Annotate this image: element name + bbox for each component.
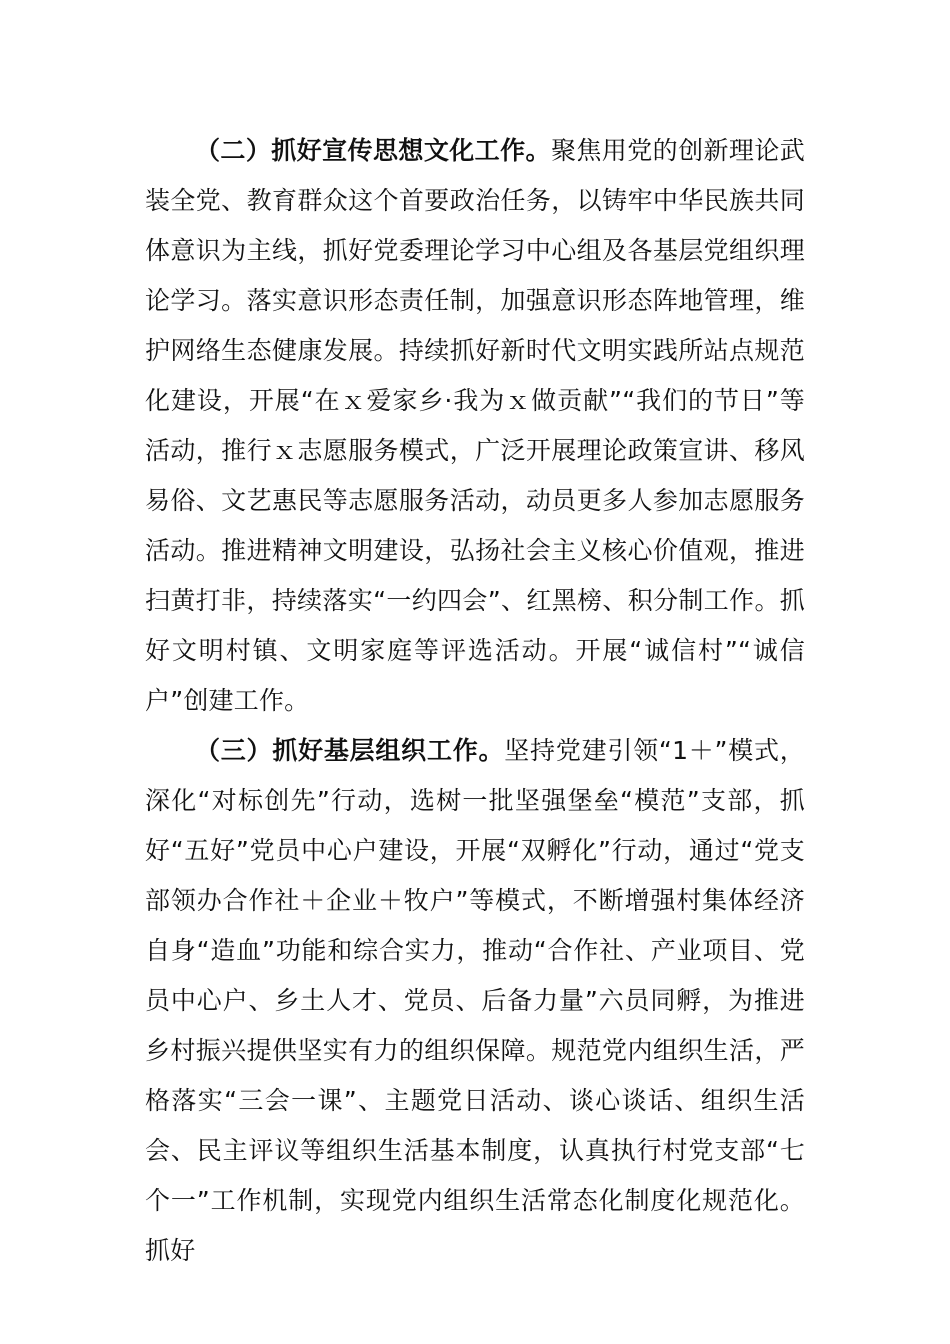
document-body	[145, 126, 805, 1276]
section-heading-propaganda: （二）抓好宣传思想文化工作。	[195, 136, 551, 165]
paragraph-grassroots-organization-work	[145, 726, 805, 1276]
paragraph-text-propaganda: 聚焦用党的创新理论武装全党、教育群众这个首要政治任务，以铸牢中华民族共同体意识为主线，抓好党委理论学习中心组及各基层党组织理论学习。落实意识形态责任制，加强意识形态阵地管理，维护网络生态健康发展。持续抓好新时代文明实践所站点规范化建设，开展“在ｘ爱家乡·我为ｘ做贡献”“我们的节日”等活动，推行ｘ志愿服务模式，广泛开展理论政策宣讲、移风易俗、文艺惠民等志愿服务活动，动员更多人参加志愿服务活动。推进精神文明建设，弘扬社会主义核心价值观，推进扫黄打非，持续落实“一约四会”、红黑榜、积分制工作。抓好文明村镇、文明家庭等评选活动。开展“诚信村”“诚信户”创建工作。	[145, 136, 805, 715]
paragraph-propaganda-culture-work	[145, 126, 805, 726]
paragraph-text-grassroots: 坚持党建引领“1＋”模式，深化“对标创先”行动，选树一批坚强堡垒“模范”支部，抓好“五好”党员中心户建设，开展“双孵化”行动，通过“党支部领办合作社＋企业＋牧户”等模式，不断增强村集体经济自身“造血”功能和综合实力，推动“合作社、产业项目、党员中心户、乡土人才、党员、后备力量”六员同孵，为推进乡村振兴提供坚实有力的组织保障。规范党内组织生活，严格落实“三会一课”、主题党日活动、谈心谈话、组织生活会、民主评议等组织生活基本制度，认真执行村党支部“七个一”工作机制，实现党内组织生活常态化制度化规范化。抓好	[145, 736, 805, 1265]
section-heading-grassroots: （三）抓好基层组织工作。	[195, 736, 505, 765]
